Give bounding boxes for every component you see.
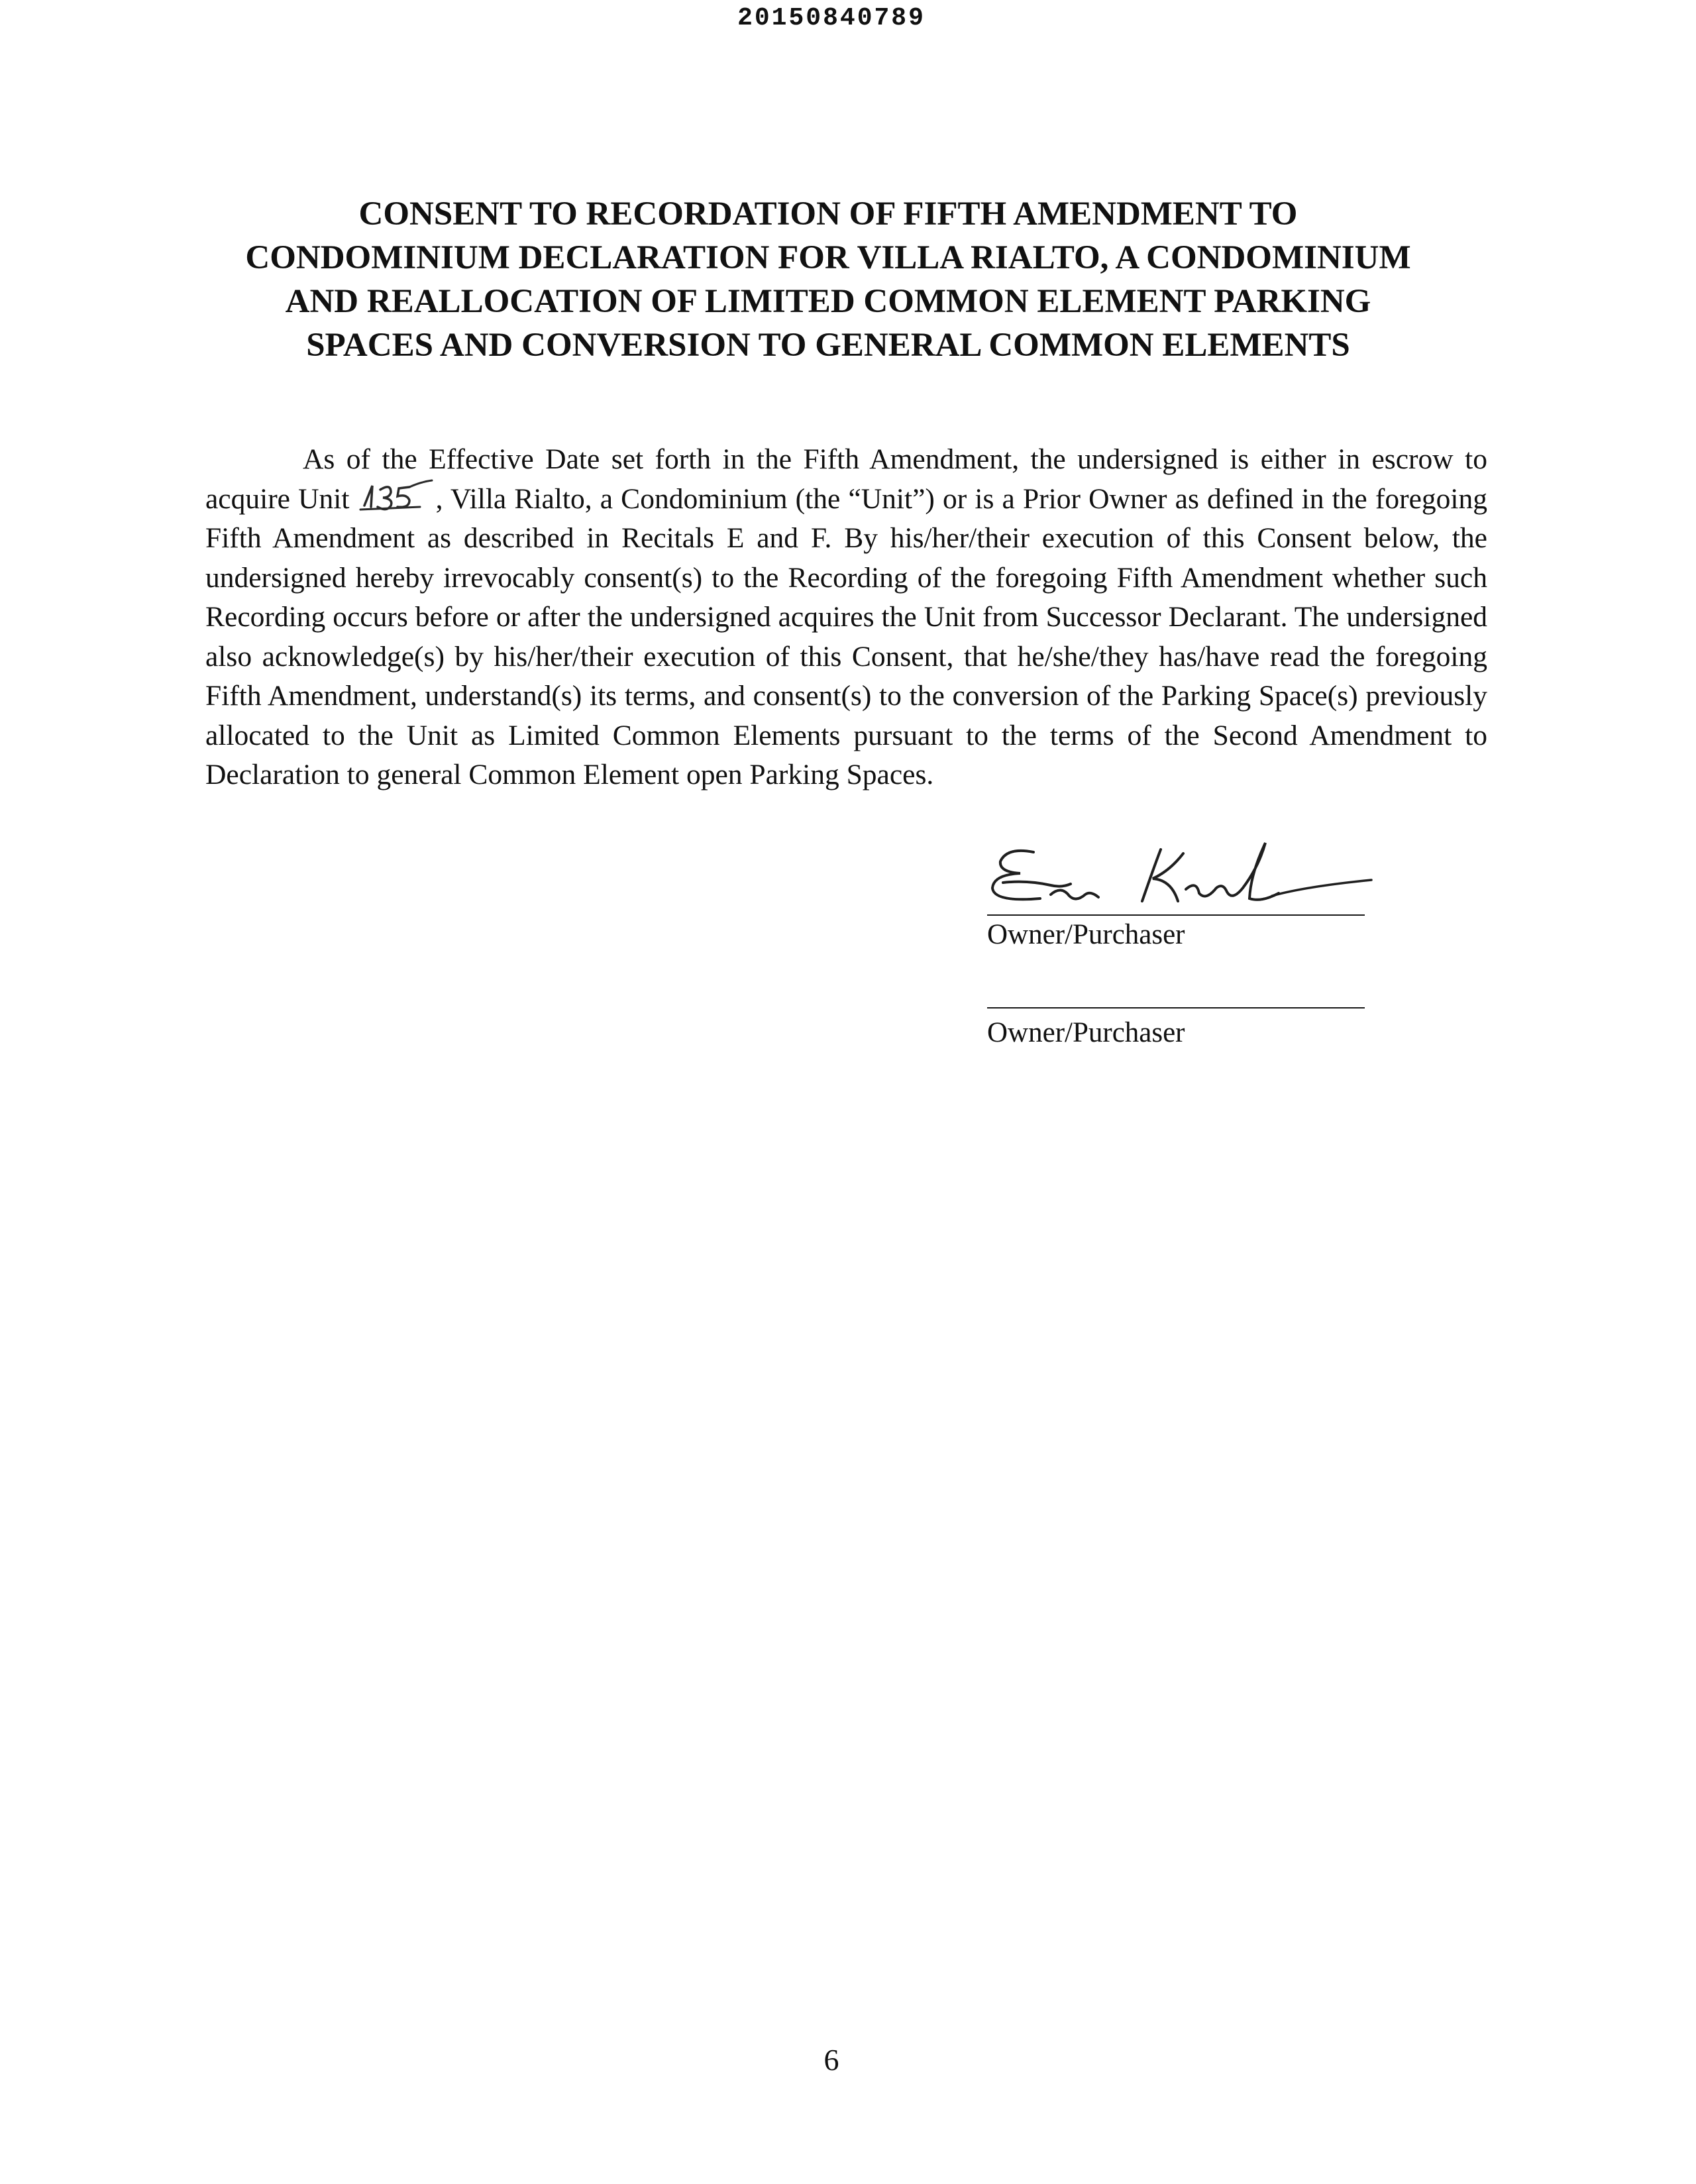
title-line-4: SPACES AND CONVERSION TO GENERAL COMMON ELEMENTS	[306, 327, 1350, 364]
signature-block-2	[987, 1007, 1365, 1051]
page-number: 6	[823, 2043, 839, 2077]
title-line-1: CONSENT TO RECORDATION OF FIFTH AMENDMENT TO	[358, 195, 1298, 233]
recording-number: 20150840789	[737, 4, 926, 32]
signature-graphic	[987, 840, 1391, 914]
unit-number-handwritten	[358, 483, 436, 512]
document-title	[199, 192, 1458, 367]
signature-label-2: Owner/Purchaser	[987, 1017, 1185, 1048]
title-line-2: CONDOMINIUM DECLARATION FOR VILLA RIALTO, A CONDOMINIUM	[245, 239, 1411, 276]
signature-label-1: Owner/Purchaser	[987, 919, 1185, 950]
signature-line-2	[987, 1007, 1365, 1009]
consent-text-part2: , Villa Rialto, a Condominium (the “Unit”) or is a Prior Owner as defined in the foregoing Fifth Amendment as described in Recitals E and F. By his/her/their execution of this Consent below, the undersigned hereby irrevocably consent(s) to the Recording of the foregoing Fifth Amendment whether such Recording occurs before or after the undersigned acquires the Unit from Successor Declarant. The undersigned also acknowledge(s) by his/her/their execution of this Consent, that he/she/they has/have read the foregoing Fifth Amendment, understand(s) its terms, and consent(s) to the conversion of the Parking Space(s) previously allocated to the Unit as Limited Common Elements pursuant to the terms of the Second Amendment to Declaration to general Common Element open Parking Spaces.	[205, 482, 1488, 791]
signature-line-1	[987, 914, 1365, 916]
signature-handwritten	[987, 840, 1385, 914]
unit-number-handwriting-graphic	[358, 478, 437, 515]
consent-text-part1: As of the Effective Date set forth in the Fifth Amendment, the undersigned is either in escrow to acquire Unit	[205, 443, 1487, 515]
consent-paragraph	[205, 440, 1487, 795]
title-line-3: AND REALLOCATION OF LIMITED COMMON ELEMENT PARKING	[285, 283, 1371, 320]
signature-block-1	[987, 840, 1365, 953]
